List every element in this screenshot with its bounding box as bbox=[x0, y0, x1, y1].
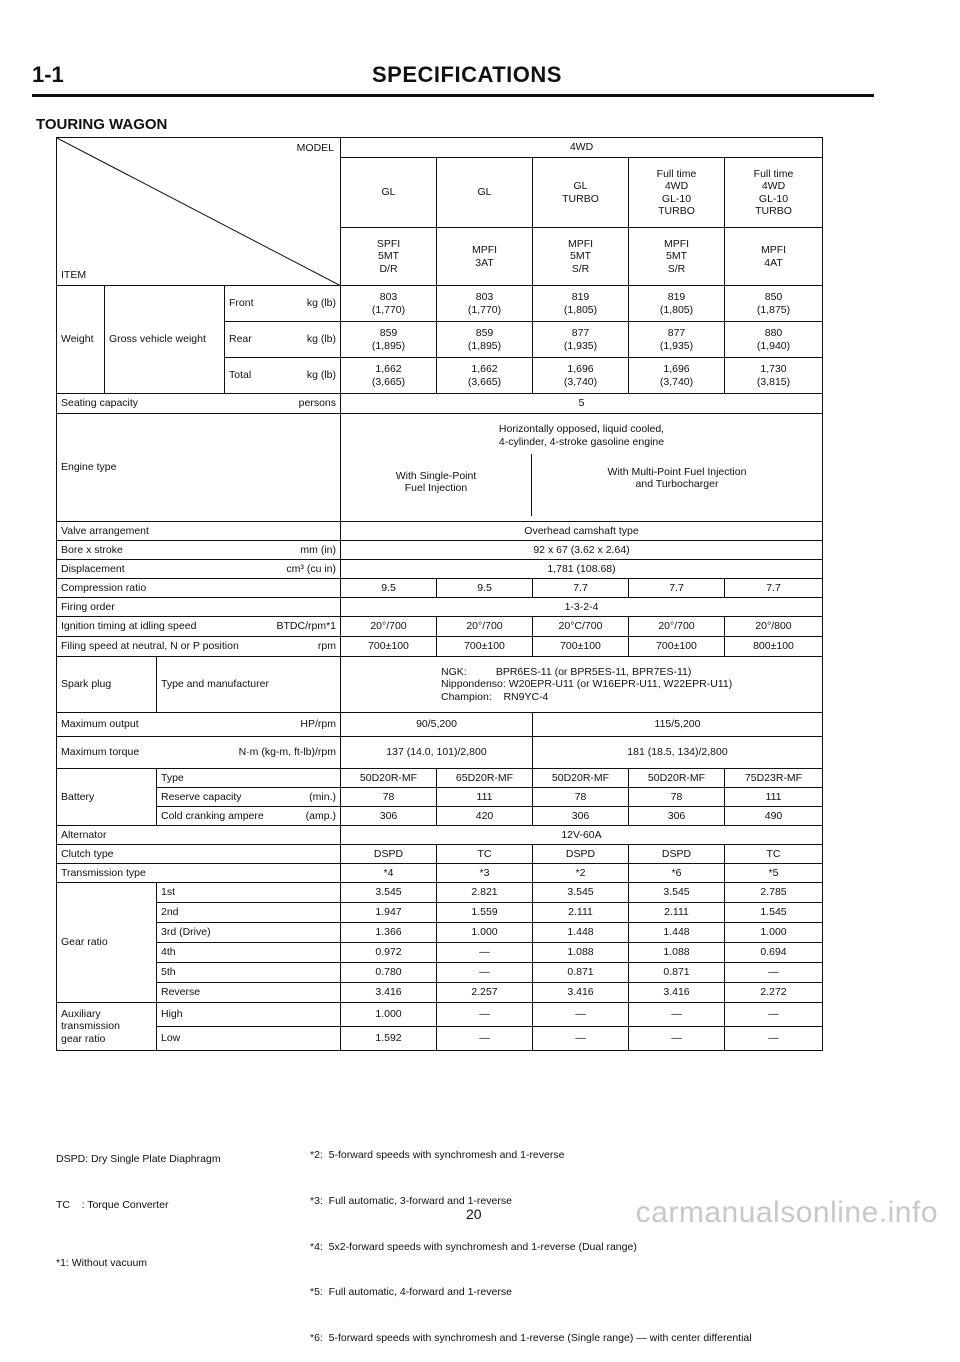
model-name: GL bbox=[341, 158, 437, 228]
drive-header: 4WD bbox=[341, 138, 823, 158]
page-number: 20 bbox=[466, 1206, 482, 1222]
battery-cold-value: 490 bbox=[725, 807, 823, 826]
reserve-unit: (min.) bbox=[309, 790, 336, 803]
gear-row bbox=[57, 923, 823, 943]
compression-value: 9.5 bbox=[437, 579, 533, 598]
engine-type-label: Engine type bbox=[57, 414, 341, 522]
gear-label: 4th bbox=[157, 943, 341, 963]
section-subtitle: TOURING WAGON bbox=[36, 116, 168, 133]
clutch-row bbox=[57, 845, 823, 864]
spark-sub-label: Type and manufacturer bbox=[157, 657, 341, 713]
engine-common: Horizontally opposed, liquid cooled, 4-cylinder, 4-stroke gasoline engine bbox=[498, 423, 665, 448]
clutch-value: DSPD bbox=[629, 845, 725, 864]
gear-row bbox=[57, 943, 823, 963]
gear-value: — bbox=[437, 963, 533, 983]
battery-type-value: 75D23R-MF bbox=[725, 769, 823, 788]
spark-label: Spark plug bbox=[57, 657, 157, 713]
weight-value: 819 (1,805) bbox=[533, 286, 629, 322]
displacement-row bbox=[57, 560, 823, 579]
displacement-unit: cm³ (cu in) bbox=[286, 562, 336, 575]
battery-type-row bbox=[57, 769, 823, 788]
engine-mpfi: With Multi-Point Fuel Injection and Turbocharger bbox=[531, 454, 822, 516]
battery-reserve-value: 111 bbox=[725, 788, 823, 807]
footnote: DSPD: Dry Single Plate Diaphragm bbox=[56, 1153, 221, 1166]
battery-type-value: 50D20R-MF bbox=[629, 769, 725, 788]
aux-value: 1.592 bbox=[341, 1027, 437, 1051]
aux-label: Auxiliary transmission gear ratio bbox=[57, 1003, 157, 1051]
config-cell: MPFI 4AT bbox=[725, 228, 823, 286]
ignition-value: 20°/800 bbox=[725, 617, 823, 637]
gear-value: 1.947 bbox=[341, 903, 437, 923]
transmission-value: *6 bbox=[629, 864, 725, 883]
firing-label: Firing order bbox=[57, 598, 341, 617]
idling-value: 700±100 bbox=[341, 637, 437, 657]
max-output-row bbox=[57, 713, 823, 737]
gear-label: 5th bbox=[157, 963, 341, 983]
gear-value: 1.088 bbox=[533, 943, 629, 963]
clutch-value: DSPD bbox=[533, 845, 629, 864]
ignition-value: 20°C/700 bbox=[533, 617, 629, 637]
weight-value: 880 (1,940) bbox=[725, 322, 823, 358]
gear-value: 3.416 bbox=[533, 983, 629, 1003]
idling-unit: rpm bbox=[317, 640, 336, 653]
compression-label: Compression ratio bbox=[57, 579, 341, 598]
seating-unit: persons bbox=[298, 397, 336, 410]
weight-value: 1,696 (3,740) bbox=[629, 358, 725, 394]
footnote: TC : Torque Converter bbox=[56, 1199, 169, 1212]
gear-value: 3.545 bbox=[629, 883, 725, 903]
cold-cranking-unit: (amp.) bbox=[305, 809, 336, 822]
model-name: Full time 4WD GL-10 TURBO bbox=[629, 158, 725, 228]
weight-front-label: Front kg (lb) bbox=[225, 286, 341, 322]
item-label: ITEM bbox=[61, 268, 87, 281]
ignition-unit: BTDC/rpm*1 bbox=[276, 620, 336, 633]
aux-value: — bbox=[533, 1027, 629, 1051]
seating-row bbox=[57, 394, 823, 414]
weight-value: 877 (1,935) bbox=[533, 322, 629, 358]
gear-ratio-label: Gear ratio bbox=[57, 883, 157, 1003]
max-torque-spfi: 137 (14.0, 101)/2,800 bbox=[341, 737, 533, 769]
gear-value: — bbox=[725, 963, 823, 983]
battery-reserve-value: 78 bbox=[341, 788, 437, 807]
gear-value: 0.972 bbox=[341, 943, 437, 963]
max-output-label: Maximum output bbox=[61, 718, 139, 731]
model-label: MODEL bbox=[296, 142, 334, 154]
aux-gear-label: Low bbox=[157, 1027, 341, 1051]
page-title: SPECIFICATIONS bbox=[372, 62, 562, 87]
aux-value: — bbox=[629, 1003, 725, 1027]
weight-label: Weight bbox=[57, 286, 105, 394]
displacement-value: 1,781 (108.68) bbox=[341, 560, 823, 579]
gear-row bbox=[57, 963, 823, 983]
battery-reserve-row bbox=[57, 788, 823, 807]
gear-value: 0.871 bbox=[533, 963, 629, 983]
gear-label: Reverse bbox=[157, 983, 341, 1003]
displacement-label: Displacement bbox=[61, 562, 125, 575]
gear-value: 0.780 bbox=[341, 963, 437, 983]
battery-cold-value: 306 bbox=[629, 807, 725, 826]
aux-row bbox=[57, 1003, 823, 1027]
firing-row bbox=[57, 598, 823, 617]
idling-value: 800±100 bbox=[725, 637, 823, 657]
ignition-value: 20°/700 bbox=[341, 617, 437, 637]
transmission-value: *3 bbox=[437, 864, 533, 883]
transmission-label: Transmission type bbox=[57, 864, 341, 883]
transmission-value: *5 bbox=[725, 864, 823, 883]
valve-row bbox=[57, 522, 823, 541]
aux-value: — bbox=[437, 1003, 533, 1027]
weight-value: 803 (1,770) bbox=[437, 286, 533, 322]
weight-value: 877 (1,935) bbox=[629, 322, 725, 358]
max-torque-row bbox=[57, 737, 823, 769]
diagonal-divider bbox=[57, 138, 341, 286]
weight-value: 859 (1,895) bbox=[341, 322, 437, 358]
firing-value: 1-3-2-4 bbox=[341, 598, 823, 617]
gear-value: 1.559 bbox=[437, 903, 533, 923]
engine-type-cell bbox=[341, 414, 823, 522]
idling-value: 700±100 bbox=[437, 637, 533, 657]
aux-value: — bbox=[725, 1027, 823, 1051]
bore-label: Bore x stroke bbox=[61, 543, 123, 556]
gear-value: 2.272 bbox=[725, 983, 823, 1003]
seating-value: 5 bbox=[341, 394, 823, 414]
footnote: *6: 5-forward speeds with synchromesh and 1-reverse (Single range) — with center differential bbox=[310, 1332, 752, 1345]
bore-row bbox=[57, 541, 823, 560]
config-cell: MPFI 5MT S/R bbox=[629, 228, 725, 286]
alternator-label: Alternator bbox=[57, 826, 341, 845]
config-cell: MPFI 3AT bbox=[437, 228, 533, 286]
model-item-header bbox=[57, 138, 341, 286]
max-torque-mpfi: 181 (18.5, 134)/2,800 bbox=[533, 737, 823, 769]
gear-row bbox=[57, 883, 823, 903]
clutch-value: TC bbox=[437, 845, 533, 864]
ignition-value: 20°/700 bbox=[629, 617, 725, 637]
weight-value: 1,662 (3,665) bbox=[437, 358, 533, 394]
battery-type-value: 50D20R-MF bbox=[341, 769, 437, 788]
gear-value: 1.088 bbox=[629, 943, 725, 963]
gear-value: 1.366 bbox=[341, 923, 437, 943]
bore-value: 92 x 67 (3.62 x 2.64) bbox=[341, 541, 823, 560]
ignition-label: Ignition timing at idling speed bbox=[61, 620, 197, 633]
compression-value: 7.7 bbox=[533, 579, 629, 598]
idling-label: Filing speed at neutral, N or P position bbox=[61, 640, 239, 653]
transmission-value: *2 bbox=[533, 864, 629, 883]
compression-value: 9.5 bbox=[341, 579, 437, 598]
reserve-label: Reserve capacity bbox=[161, 790, 242, 803]
footnote: *2: 5-forward speeds with synchromesh and 1-reverse bbox=[310, 1149, 565, 1162]
compression-row bbox=[57, 579, 823, 598]
weight-value: 1,730 (3,815) bbox=[725, 358, 823, 394]
battery-cold-value: 306 bbox=[533, 807, 629, 826]
aux-value: — bbox=[533, 1003, 629, 1027]
model-name: GL TURBO bbox=[533, 158, 629, 228]
bore-unit: mm (in) bbox=[300, 543, 336, 556]
idling-value: 700±100 bbox=[533, 637, 629, 657]
weight-rear-label: Rear kg (lb) bbox=[225, 322, 341, 358]
config-cell: SPFI 5MT D/R bbox=[341, 228, 437, 286]
battery-label: Battery bbox=[57, 769, 157, 826]
page-header bbox=[32, 62, 874, 97]
gear-value: 1.000 bbox=[437, 923, 533, 943]
footnote: *4: 5x2-forward speeds with synchromesh and 1-reverse (Dual range) bbox=[310, 1240, 637, 1253]
gear-label: 2nd bbox=[157, 903, 341, 923]
battery-cold-value: 420 bbox=[437, 807, 533, 826]
footnote: *5: Full automatic, 4-forward and 1-reverse bbox=[310, 1286, 512, 1299]
battery-reserve-value: 78 bbox=[629, 788, 725, 807]
battery-reserve-value: 78 bbox=[533, 788, 629, 807]
weight-value: 819 (1,805) bbox=[629, 286, 725, 322]
battery-type-value: 50D20R-MF bbox=[533, 769, 629, 788]
aux-value: — bbox=[437, 1027, 533, 1051]
alternator-row bbox=[57, 826, 823, 845]
gear-value: 1.448 bbox=[629, 923, 725, 943]
ignition-row bbox=[57, 617, 823, 637]
battery-reserve-value: 111 bbox=[437, 788, 533, 807]
weight-value: 1,696 (3,740) bbox=[533, 358, 629, 394]
gear-row bbox=[57, 983, 823, 1003]
max-torque-unit: N·m (kg-m, ft-lb)/rpm bbox=[238, 746, 336, 759]
seating-label: Seating capacity bbox=[61, 397, 139, 410]
engine-row bbox=[57, 414, 823, 522]
footnotes-left bbox=[56, 1122, 221, 1286]
battery-cold-row bbox=[57, 807, 823, 826]
gear-value: 1.545 bbox=[725, 903, 823, 923]
gear-value: 1.000 bbox=[725, 923, 823, 943]
clutch-value: TC bbox=[725, 845, 823, 864]
gear-value: 3.545 bbox=[533, 883, 629, 903]
idling-row bbox=[57, 637, 823, 657]
clutch-label: Clutch type bbox=[57, 845, 341, 864]
spark-row bbox=[57, 657, 823, 713]
aux-value: 1.000 bbox=[341, 1003, 437, 1027]
weight-value: 859 (1,895) bbox=[437, 322, 533, 358]
watermark: carmanualsonline.info bbox=[635, 1196, 938, 1229]
gear-value: — bbox=[437, 943, 533, 963]
gear-label: 1st bbox=[157, 883, 341, 903]
gear-value: 3.545 bbox=[341, 883, 437, 903]
transmission-row bbox=[57, 864, 823, 883]
max-output-mpfi: 115/5,200 bbox=[533, 713, 823, 737]
gear-value: 3.416 bbox=[629, 983, 725, 1003]
footnote: *3: Full automatic, 3-forward and 1-reverse bbox=[310, 1195, 512, 1208]
gear-value: 0.871 bbox=[629, 963, 725, 983]
gear-value: 0.694 bbox=[725, 943, 823, 963]
ignition-value: 20°/700 bbox=[437, 617, 533, 637]
valve-label: Valve arrangement bbox=[57, 522, 341, 541]
gear-label: 3rd (Drive) bbox=[157, 923, 341, 943]
gear-value: 2.257 bbox=[437, 983, 533, 1003]
gear-value: 3.416 bbox=[341, 983, 437, 1003]
max-output-spfi: 90/5,200 bbox=[341, 713, 533, 737]
max-torque-label: Maximum torque bbox=[61, 746, 140, 759]
max-output-unit: HP/rpm bbox=[300, 718, 336, 731]
footnotes-right bbox=[310, 1118, 752, 1362]
section-number: 1-1 bbox=[32, 62, 64, 87]
weight-value: 803 (1,770) bbox=[341, 286, 437, 322]
alternator-value: 12V-60A bbox=[341, 826, 823, 845]
battery-type-label: Type bbox=[157, 769, 341, 788]
gear-value: 2.821 bbox=[437, 883, 533, 903]
footnote: *1: Without vacuum bbox=[56, 1256, 148, 1269]
gear-value: 2.111 bbox=[629, 903, 725, 923]
weight-total-label: Total kg (lb) bbox=[225, 358, 341, 394]
aux-value: — bbox=[725, 1003, 823, 1027]
spark-value: NGK: BPR6ES-11 (or BPR5ES-11, BPR7ES-11) Nippondenso: W20EPR-U11 (or W16EPR-U11, W22EPR-U11) Champion: RN9YC-4 bbox=[341, 657, 823, 713]
aux-row bbox=[57, 1027, 823, 1051]
transmission-value: *4 bbox=[341, 864, 437, 883]
config-cell: MPFI 5MT S/R bbox=[533, 228, 629, 286]
gear-value: 2.785 bbox=[725, 883, 823, 903]
weight-front-row bbox=[57, 286, 823, 322]
engine-spfi: With Single-Point Fuel Injection bbox=[395, 469, 477, 494]
weight-value: 850 (1,875) bbox=[725, 286, 823, 322]
model-name: GL bbox=[437, 158, 533, 228]
weight-value: 1,662 (3,665) bbox=[341, 358, 437, 394]
clutch-value: DSPD bbox=[341, 845, 437, 864]
aux-value: — bbox=[629, 1027, 725, 1051]
battery-cold-value: 306 bbox=[341, 807, 437, 826]
battery-type-value: 65D20R-MF bbox=[437, 769, 533, 788]
gear-value: 2.111 bbox=[533, 903, 629, 923]
aux-gear-label: High bbox=[157, 1003, 341, 1027]
compression-value: 7.7 bbox=[725, 579, 823, 598]
idling-value: 700±100 bbox=[629, 637, 725, 657]
model-name: Full time 4WD GL-10 TURBO bbox=[725, 158, 823, 228]
compression-value: 7.7 bbox=[629, 579, 725, 598]
gross-vehicle-weight-label: Gross vehicle weight bbox=[105, 286, 225, 394]
gear-row bbox=[57, 903, 823, 923]
specifications-table bbox=[56, 137, 823, 1051]
cold-cranking-label: Cold cranking ampere bbox=[161, 809, 264, 822]
gear-value: 1.448 bbox=[533, 923, 629, 943]
valve-value: Overhead camshaft type bbox=[341, 522, 823, 541]
